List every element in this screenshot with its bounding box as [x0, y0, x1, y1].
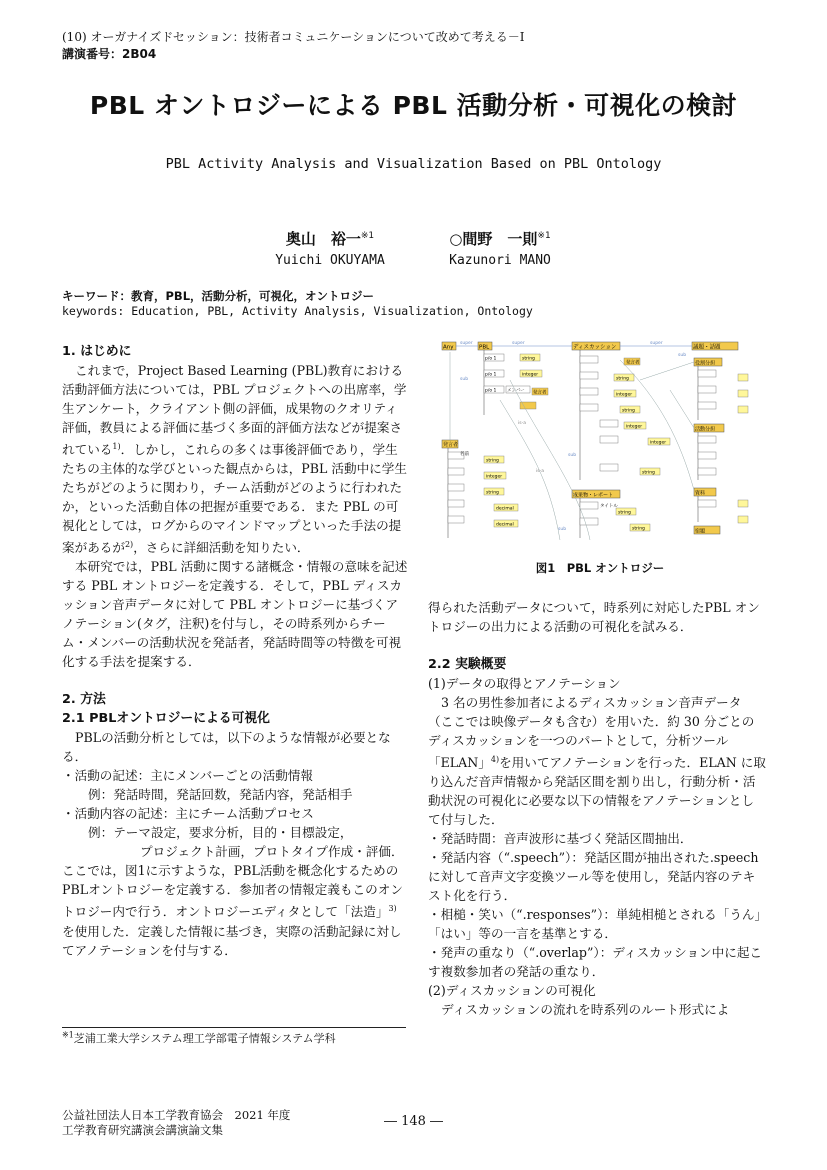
- ontology-figure: [440, 340, 768, 540]
- discussion-type-2: string: [616, 376, 629, 382]
- keywords-jp: キーワード：教育，PBL，活動分析，可視化，オントロジー: [62, 289, 375, 303]
- label-super-1: super: [460, 341, 473, 346]
- paper-title: PBL オントロジーによる PBL 活動分析・可視化の検討: [89, 91, 738, 120]
- author-2: [420, 228, 580, 268]
- figure-caption: 図1 PBL オントロジー: [535, 561, 665, 575]
- person-type-3: string: [486, 490, 499, 496]
- pbl-slot-1-type: string: [522, 356, 535, 362]
- report-type-1: string: [618, 510, 631, 516]
- section-2-2-sub-2: (2)ディスカッションの可視化: [428, 983, 596, 999]
- section-2-1-paragraph-1: PBLの活動分析としては，以下のような情報が必要となる．: [62, 730, 391, 765]
- discussion-type-5: integer: [626, 424, 643, 430]
- author-2-en: Kazunori MANO: [449, 253, 551, 268]
- section-1-heading: 1. はじめに: [62, 344, 132, 359]
- section-2-2-paragraph-1: 3 名の男性参加者によるディスカッション音声データ（ここでは映像データも含む）を用いた．約 30 分ごとのディスカッションを一つのパートとして，分析ツール「ELAN」$^{4)}$を用いてアノテーションを行った．ELAN に取り込んだ音声情報から発話区間を割り出し，行動分析・活動状況の可視化に必要な以下の情報をアノテーションとして付与した．: [428, 695, 766, 828]
- right-bullet-4: ・発声の重なり（“.overlap”）：ディスカッション中に起こす複数参加者の発話の重なり．: [428, 945, 763, 980]
- right-bullet-3: ・相槌・笑い（“.responses”）：単純相槌とされる「うん」「はい」等の一言を基準とする．: [428, 907, 761, 942]
- author-1-en: Yuichi OKUYAMA: [275, 253, 385, 268]
- person-name-label: 名前: [460, 452, 469, 457]
- discussion-type-4: string: [622, 408, 635, 414]
- discussion-type-7: string: [642, 470, 655, 476]
- person-type-2: integer: [486, 474, 503, 480]
- node-activity-share-label: 活動分担: [695, 426, 716, 433]
- section-2-heading: 2. 方法: [62, 692, 106, 708]
- pbl-slot-2-label: p/o 1: [485, 372, 497, 378]
- pbl-slot-2-type: integer: [522, 372, 539, 378]
- pbl-slot-3-label: p/o 1: [485, 388, 497, 394]
- right-column: [428, 598, 766, 1019]
- right-bullet-1: ・発話時間：音声波形に基づく発話区間抽出．: [428, 831, 693, 847]
- pbl-slot-1-label: p/o 1: [485, 356, 497, 362]
- report-type-2: string: [632, 526, 645, 532]
- person-type-1: string: [486, 458, 499, 464]
- section-2-2-sub-1: (1)データの取得とアノテーション: [428, 676, 621, 691]
- pbl-slot-3-type: 発言者: [533, 390, 547, 396]
- activity-share-slots: [698, 436, 716, 475]
- bullet-activity-example: 例：発話時間，発話回数，発話内容，発話相手: [88, 787, 353, 803]
- bullet-activity: ・活動の記述：主にメンバーごとの活動情報: [62, 768, 313, 784]
- node-topic-label: 議題・話題: [693, 344, 721, 351]
- section-2-1-paragraph-2: ここでは，図1に示すような，PBL活動を概念化するためのPBLオントロジーを定義する．参加者の情報定義もこのオントロジー内で行う．オントロジーエディタとして「法造」$^{3)}$を使用した．定義した情報に基づき，実際の活動記録に対してアノテーションを付与する．: [62, 863, 403, 958]
- label-sub-1: sub: [460, 377, 469, 382]
- footnote: $^{※1}$芝浦工業大学システム理工学部電子情報システム学科: [62, 1030, 336, 1045]
- right-bullet-2: ・発話内容（“.speech”）：発話区間が抽出された.speech に対して音声文字変換ツール等を使用し，発話内容のテキスト化を行う．: [428, 850, 759, 904]
- session-header: (10) オーガナイズドセッション：技術者コミュニケーションについて改めて考える－I: [62, 30, 525, 44]
- publisher-line-1: 公益社団法人日本工学教育協会 2021 年度: [62, 1108, 291, 1122]
- node-person-label: 発言者: [443, 442, 459, 448]
- label-sub-4: sub: [678, 353, 687, 358]
- footnote-rule: [62, 1027, 406, 1028]
- label-isa-1: is-a: [518, 421, 526, 426]
- section-2-1-heading: 2.1 PBLオントロジーによる可視化: [62, 711, 270, 727]
- person-type-4: decimal: [496, 506, 514, 512]
- label-sub-2: sub: [568, 453, 577, 458]
- right-paragraph-0: 得られた活動データについて，時系列に対応したPBL オントロジーの出力による活動の可視化を試みる．: [428, 600, 760, 634]
- author-2-mark: ※1: [537, 231, 551, 241]
- left-column: [62, 342, 408, 960]
- bullet-content: ・活動内容の記述：主にチーム活動プロセス: [62, 806, 314, 822]
- author-1-mark: ※1: [360, 231, 375, 241]
- node-homework-label: 宿題: [695, 528, 706, 535]
- section-1-paragraph-2: 本研究では，PBL 活動に関する諸概念・情報の意味を記述する PBL オントロジーを定義する．そして，PBL ディスカッション音声データに対して PBL オントロジーに基づくアノテーション(タグ，注釈)を付与し，その時系列からチーム・メンバーの活動状況を発話者，発話時間等の特徴を可視化する手法を提案する．: [62, 559, 408, 670]
- node-any-label: Any: [443, 344, 454, 351]
- person-type-5: decimal: [496, 522, 514, 528]
- discussion-type-6: integer: [650, 440, 667, 446]
- pbl-slot-3-name: メンバー: [507, 388, 525, 394]
- label-sub-3: sub: [558, 527, 567, 532]
- discussion-type-3: integer: [616, 392, 633, 398]
- label-isa-2: is-a: [536, 469, 544, 474]
- author-1-jp: 奥山 裕一: [285, 230, 361, 248]
- section-2-2-paragraph-2: ディスカッションの流れを時系列のルート形式によ: [441, 1002, 730, 1018]
- label-super-2: super: [512, 341, 525, 346]
- node-role-label: 役割分担: [695, 360, 716, 367]
- lecture-number: 講演番号：2B04: [62, 47, 157, 61]
- bullet-content-example: 例：テーマ設定，要求分析，目的・目標設定，: [88, 825, 353, 841]
- node-discussion-label: ディスカッション: [573, 344, 617, 351]
- label-super-3: super: [650, 341, 663, 346]
- keywords-en: keywords: Education, PBL, Activity Analysis, Visualization, Ontology: [62, 304, 533, 318]
- paper-subtitle: PBL Activity Analysis and Visualization Based on PBL Ontology: [165, 156, 662, 172]
- publisher-line-2: 工学教育研究講演会講演論文集: [62, 1123, 223, 1137]
- discussion-type-1: 発言者: [626, 360, 640, 366]
- author-2-jp: ○間野 一則: [449, 230, 538, 248]
- node-report-label: 成果物・レポート: [573, 492, 614, 499]
- author-1: [250, 228, 410, 268]
- page-number: ― 148 ―: [383, 1114, 444, 1129]
- section-2-2-heading: 2.2 実験概要: [428, 657, 507, 672]
- node-material-label: 資料: [695, 490, 706, 497]
- bullet-content-example-2: プロジェクト計画，プロトタイプ作成・評価．: [140, 844, 404, 860]
- report-title-label: タイトル: [600, 504, 618, 509]
- node-pbl-label: PBL: [479, 344, 490, 351]
- section-1-paragraph-1: これまで，Project Based Learning (PBL)教育における活動評価方法については，PBL プロジェクトへの出席率，学生アンケート，クライアント側の評価，成果物のクオリティ評価，教員による評価に基づく多面的評価方法などが提案されている$^{1)}$．しかし，これらの多くは事後評価であり，学生たちの主体的な学びといった観点からは，PBL 活動中に学生たちがどのように関わり，チーム活動がどのように行われたか，といった活動自体の把握が重要である．また PBL の可視化としては，ログからのマインドマップといった手法の提案があるが$^{2)}$，さらに詳細活動を知りたい．: [62, 363, 407, 556]
